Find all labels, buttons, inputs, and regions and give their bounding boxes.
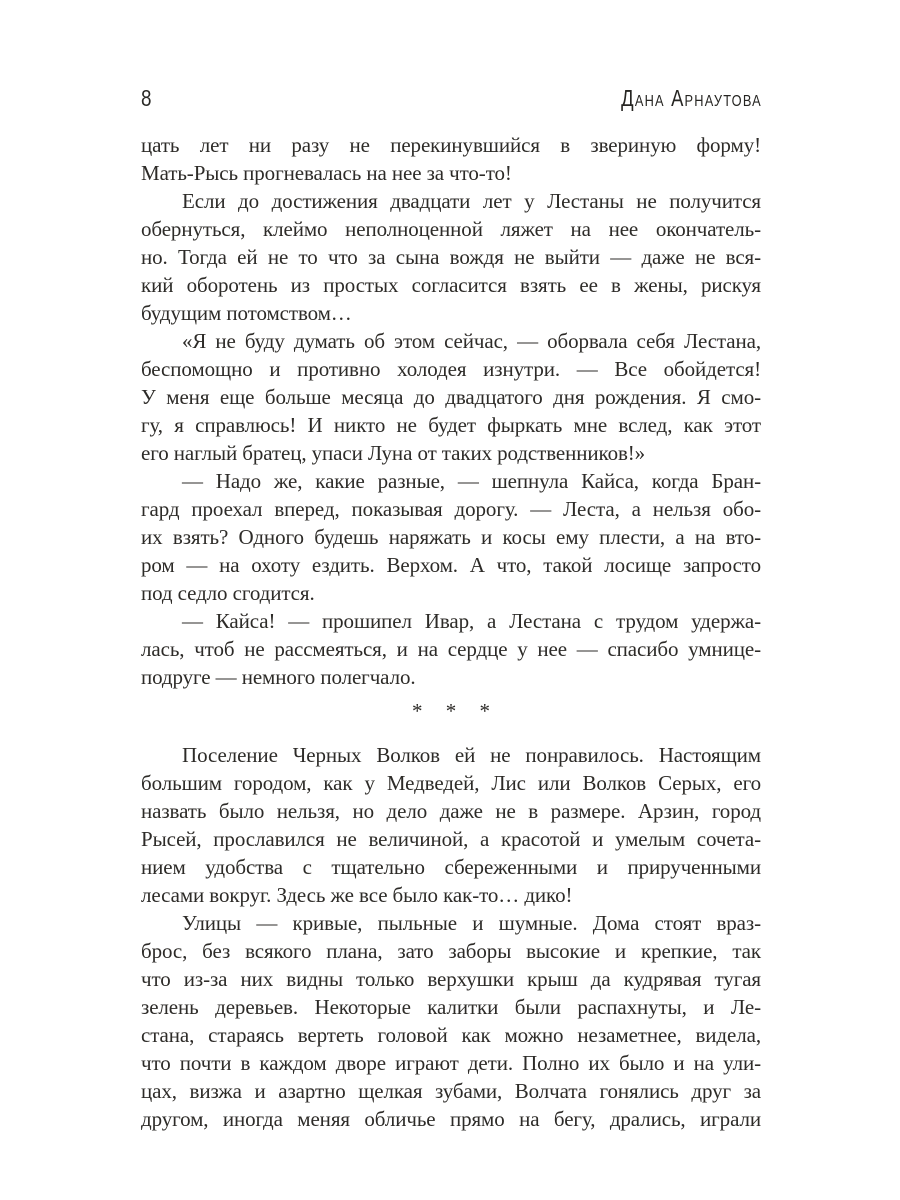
text-line: будущим потомством… bbox=[141, 301, 352, 325]
section-separator: * * * bbox=[412, 699, 499, 723]
text-line: гу, я справлюсь! И никто не будет фыркать мне вслед, как этот bbox=[141, 413, 761, 437]
text-line: У меня еще больше месяца до двадцатого дня рождения. Я смо- bbox=[141, 385, 761, 409]
text-line: брос, без всякого плана, зато заборы высокие и крепкие, так bbox=[141, 939, 761, 963]
text-line: под седло сгодится. bbox=[141, 581, 315, 605]
text-line: обернуться, клеймо неполноценной ляжет на нее окончатель- bbox=[141, 217, 761, 241]
text-line: его наглый братец, упаси Луна от таких родственников!» bbox=[141, 441, 646, 465]
text-line: что из-за них видны только верхушки крыш да кудрявая тугая bbox=[141, 967, 761, 991]
running-header bbox=[141, 86, 762, 112]
text-line: другом, иногда меняя обличье прямо на бегу, дрались, играли bbox=[141, 1107, 761, 1131]
text-line: Если до достижения двадцати лет у Лестаны не получится bbox=[182, 189, 761, 213]
text-line: — Кайса! — прошипел Ивар, а Лестана с трудом удержа- bbox=[182, 609, 761, 633]
text-line: подруге — немного полегчало. bbox=[141, 665, 416, 689]
page-number: 8 bbox=[141, 85, 152, 111]
text-line: Поселение Черных Волков ей не понравилось. Настоящим bbox=[182, 743, 761, 767]
text-line: их взять? Одного будешь наряжать и косы ему плести, а на вто- bbox=[141, 525, 761, 549]
text-line: цах, визжа и азартно щелкая зубами, Волчата гонялись друг за bbox=[141, 1079, 761, 1103]
text-line: Мать-Рысь прогневалась на нее за что-то! bbox=[141, 161, 512, 185]
text-line: — Надо же, какие разные, — шепнула Кайса, когда Бран- bbox=[182, 469, 761, 493]
text-line: назвать было нельзя, но дело даже не в размере. Арзин, город bbox=[141, 799, 761, 823]
text-line: Улицы — кривые, пыльные и шумные. Дома стоят враз- bbox=[182, 911, 761, 935]
text-line: «Я не буду думать об этом сейчас, — оборвала себя Лестана, bbox=[182, 329, 761, 353]
text-line: большим городом, как у Медведей, Лис или Волков Серых, его bbox=[141, 771, 761, 795]
running-title-author: Дана Арнаутова bbox=[621, 85, 762, 111]
text-line: Рысей, прославился не величиной, а красотой и умелым сочета- bbox=[141, 827, 761, 851]
text-line: кий оборотень из простых согласится взять ее в жены, рискуя bbox=[141, 273, 761, 297]
text-line: нием удобства с тщательно сбереженными и прирученными bbox=[141, 855, 761, 879]
text-line: ром — на охоту ездить. Верхом. А что, такой лосище запросто bbox=[141, 553, 761, 577]
text-line: лесами вокруг. Здесь же все было как-то… дико! bbox=[141, 883, 573, 907]
text-line: беспомощно и противно холодея изнутри. — Все обойдется! bbox=[141, 357, 761, 381]
text-line: гард проехал вперед, показывая дорогу. — Леста, а нельзя обо- bbox=[141, 497, 761, 521]
text-line: но. Тогда ей не то что за сына вождя не выйти — даже не вся- bbox=[141, 245, 761, 269]
text-line: что почти в каждом дворе играют дети. Полно их было и на ули- bbox=[141, 1051, 761, 1075]
text-line: зелень деревьев. Некоторые калитки были распахнуты, и Ле- bbox=[141, 995, 761, 1019]
text-block bbox=[141, 131, 761, 1133]
text-line: лась, чтоб не рассмеяться, и на сердце у нее — спасибо умнице- bbox=[141, 637, 761, 661]
text-line: цать лет ни разу не перекинувшийся в звериную форму! bbox=[141, 133, 761, 157]
text-line: стана, стараясь вертеть головой как можно незаметнее, видела, bbox=[141, 1023, 761, 1047]
